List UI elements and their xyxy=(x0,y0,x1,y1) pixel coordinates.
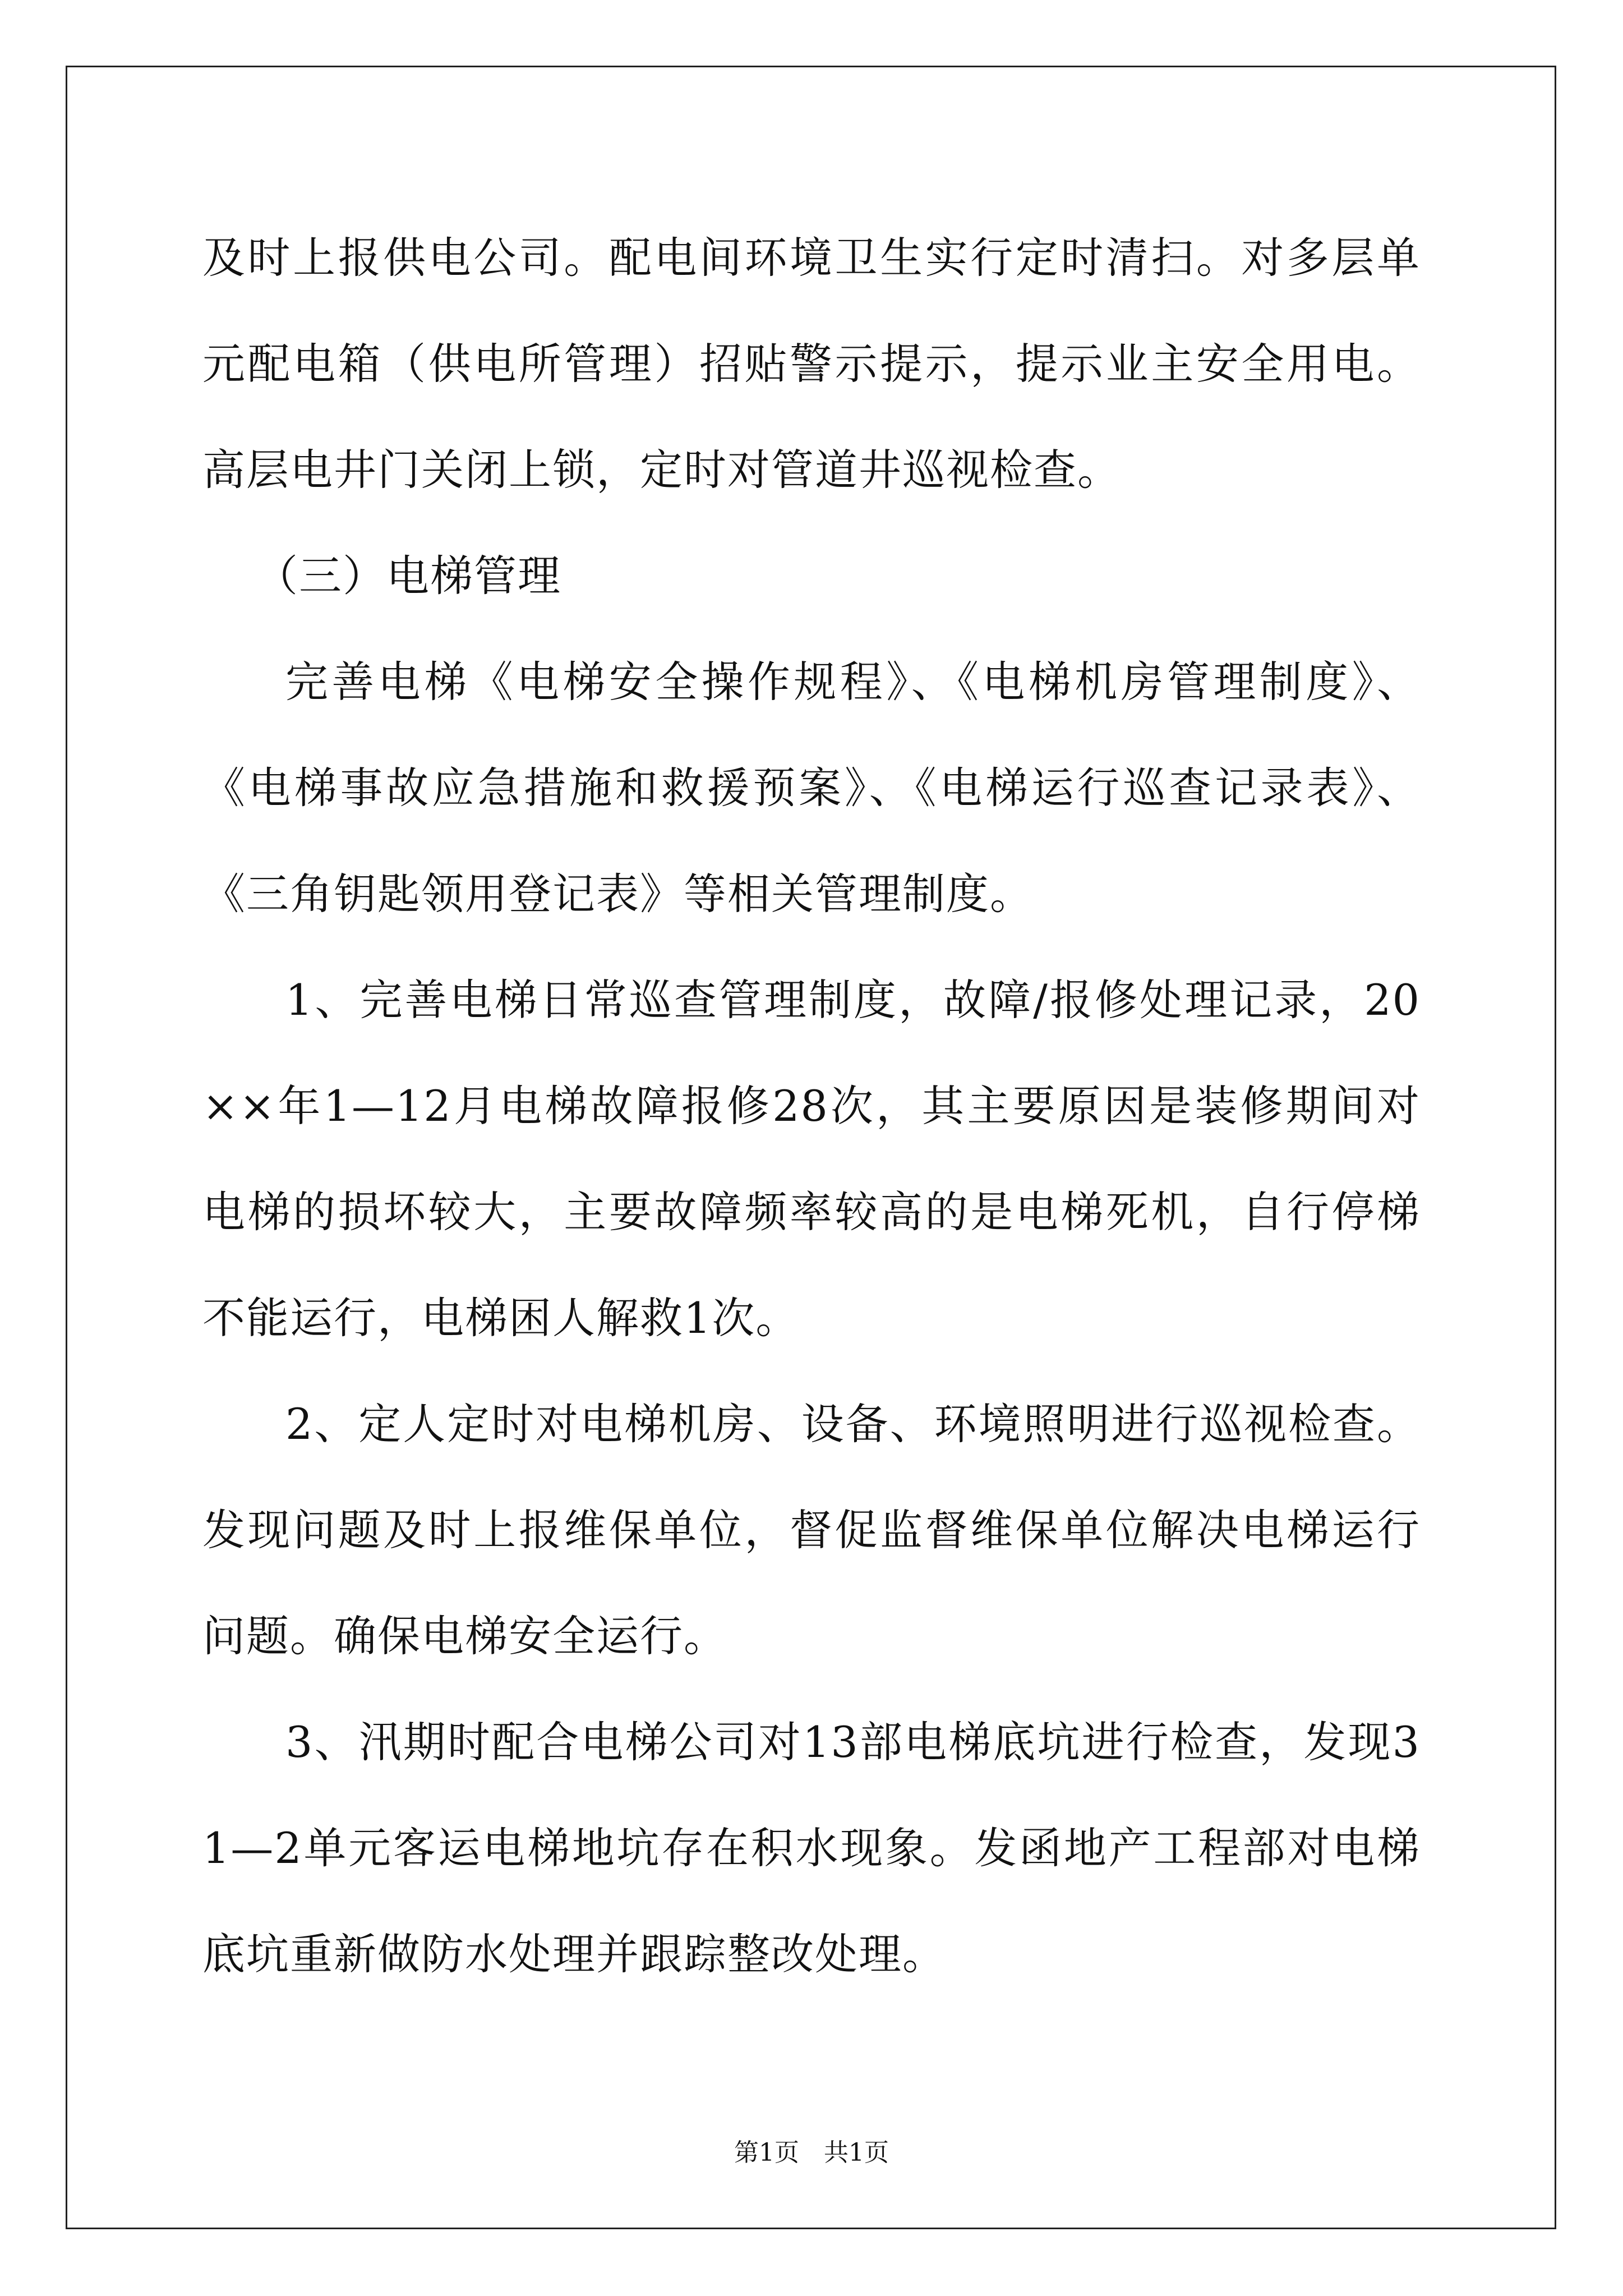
document-body xyxy=(202,205,1421,2007)
paragraph-item-2: 2、定人定时对电梯机房、设备、环境照明进行巡视检查。发现问题及时上报维保单位，督促监督维保单位解决电梯运行问题。确保电梯安全运行。 xyxy=(202,1399,1421,1661)
paragraph-elevator-rules: 完善电梯《电梯安全操作规程》、《电梯机房管理制度》、《电梯事故应急措施和救援预案》、《电梯运行巡查记录表》、《三角钥匙领用登记表》等相关管理制度。 xyxy=(202,657,1421,919)
page-footer: 第1页 共1页 xyxy=(734,2138,889,2167)
paragraph-item-1: 1、完善电梯日常巡查管理制度，故障/报修处理记录，20××年1—12月电梯故障报修28次，其主要原因是装修期间对电梯的损坏较大，主要故障频率较高的是电梯死机，自行停梯不能运行，电梯困人解救1次。 xyxy=(202,975,1421,1343)
section-heading-elevator: （三）电梯管理 xyxy=(255,551,561,601)
paragraph-continuation: 及时上报供电公司。配电间环境卫生实行定时清扫。对多层单元配电箱（供电所管理）招贴警示提示，提示业主安全用电。高层电井门关闭上锁，定时对管道井巡视检查。 xyxy=(202,233,1421,495)
paragraph-item-3: 3、汛期时配合电梯公司对13部电梯底坑进行检查，发现31—2单元客运电梯地坑存在积水现象。发函地产工程部对电梯底坑重新做防水处理并跟踪整改处理。 xyxy=(202,1717,1421,1979)
